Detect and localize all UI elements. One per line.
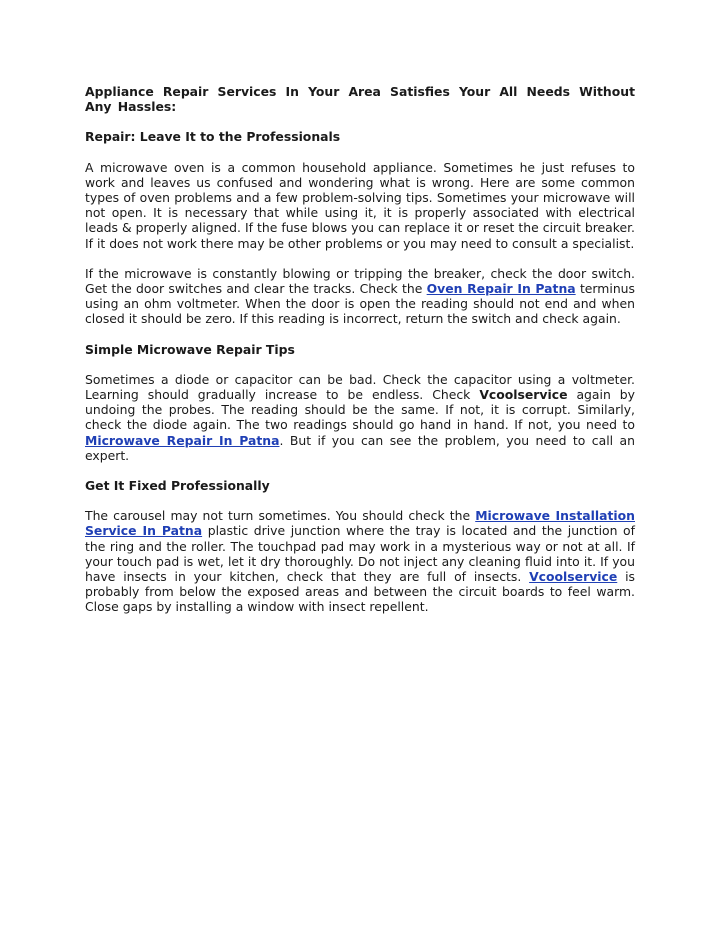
microwave-installation-link[interactable]: Microwave Installation Service In Patna xyxy=(85,508,635,539)
document-page xyxy=(85,84,635,615)
brand-name: Vcoolservice xyxy=(479,387,568,403)
paragraph-text: If the microwave is constantly blowing or tripping the breaker, check the door switch. Get the door switches and clear the tracks. Check the xyxy=(85,265,635,297)
paragraph-diode xyxy=(85,372,635,463)
paragraph-door-switch xyxy=(85,266,635,327)
paragraph-intro: A microwave oven is a common household appliance. Sometimes he just refuses to work and leaves us confused and wondering what is wrong. Here are some common types of oven problems and a few problem-solving tips. Sometimes your microwave will not open. It is necessary that while using it, it is properly associated with electrical leads & properly aligned. If the fuse blows you can replace it or reset the circuit breaker. If it does not work there may be other problems or you may need to consult a specialist. xyxy=(85,159,635,251)
paragraph-text: again by undoing the probes. The reading should be the same. If not, it is corrupt. Similarly, check the diode again. The two readings should go hand in hand. If not, you need to xyxy=(85,387,635,433)
section-heading-fixed: Get It Fixed Professionally xyxy=(85,478,270,494)
paragraph-text: Sometimes a diode or capacitor can be bad. Check the capacitor using a voltmeter. Learning should gradually increase to be endless. Check xyxy=(85,371,635,403)
paragraph-carousel xyxy=(85,508,635,614)
section-heading-tips: Simple Microwave Repair Tips xyxy=(85,341,295,357)
document-title: Appliance Repair Services In Your Area Satisfies Your All Needs Without Any Hassles: xyxy=(85,84,635,115)
section-heading-repair: Repair: Leave It to the Professionals xyxy=(85,129,341,145)
paragraph-text: plastic drive junction where the tray is located and the junction of the ring and the roller. The touchpad pad may work in a mysterious way or not at all. If your touch pad is wet, let it dry thoroughly. Do not inject any cleaning fluid into it. If you have insects in your kitchen, check that they are full of insects. xyxy=(85,523,635,585)
oven-repair-link[interactable]: Oven Repair In Patna xyxy=(426,281,576,297)
paragraph-text: is probably from below the exposed areas and between the circuit boards to feel warm. Close gaps by installing a window with insect repellent. xyxy=(85,569,635,615)
paragraph-text: . But if you can see the problem, you need to call an expert. xyxy=(85,432,635,463)
paragraph-text: The carousel may not turn sometimes. You should check the xyxy=(85,508,476,524)
microwave-repair-link[interactable]: Microwave Repair In Patna xyxy=(85,432,280,448)
vcoolservice-link[interactable]: Vcoolservice xyxy=(529,569,618,585)
paragraph-text: terminus using an ohm voltmeter. When the door is open the reading should not end and when closed it should be zero. If this reading is incorrect, return the switch and check again. xyxy=(85,281,635,327)
